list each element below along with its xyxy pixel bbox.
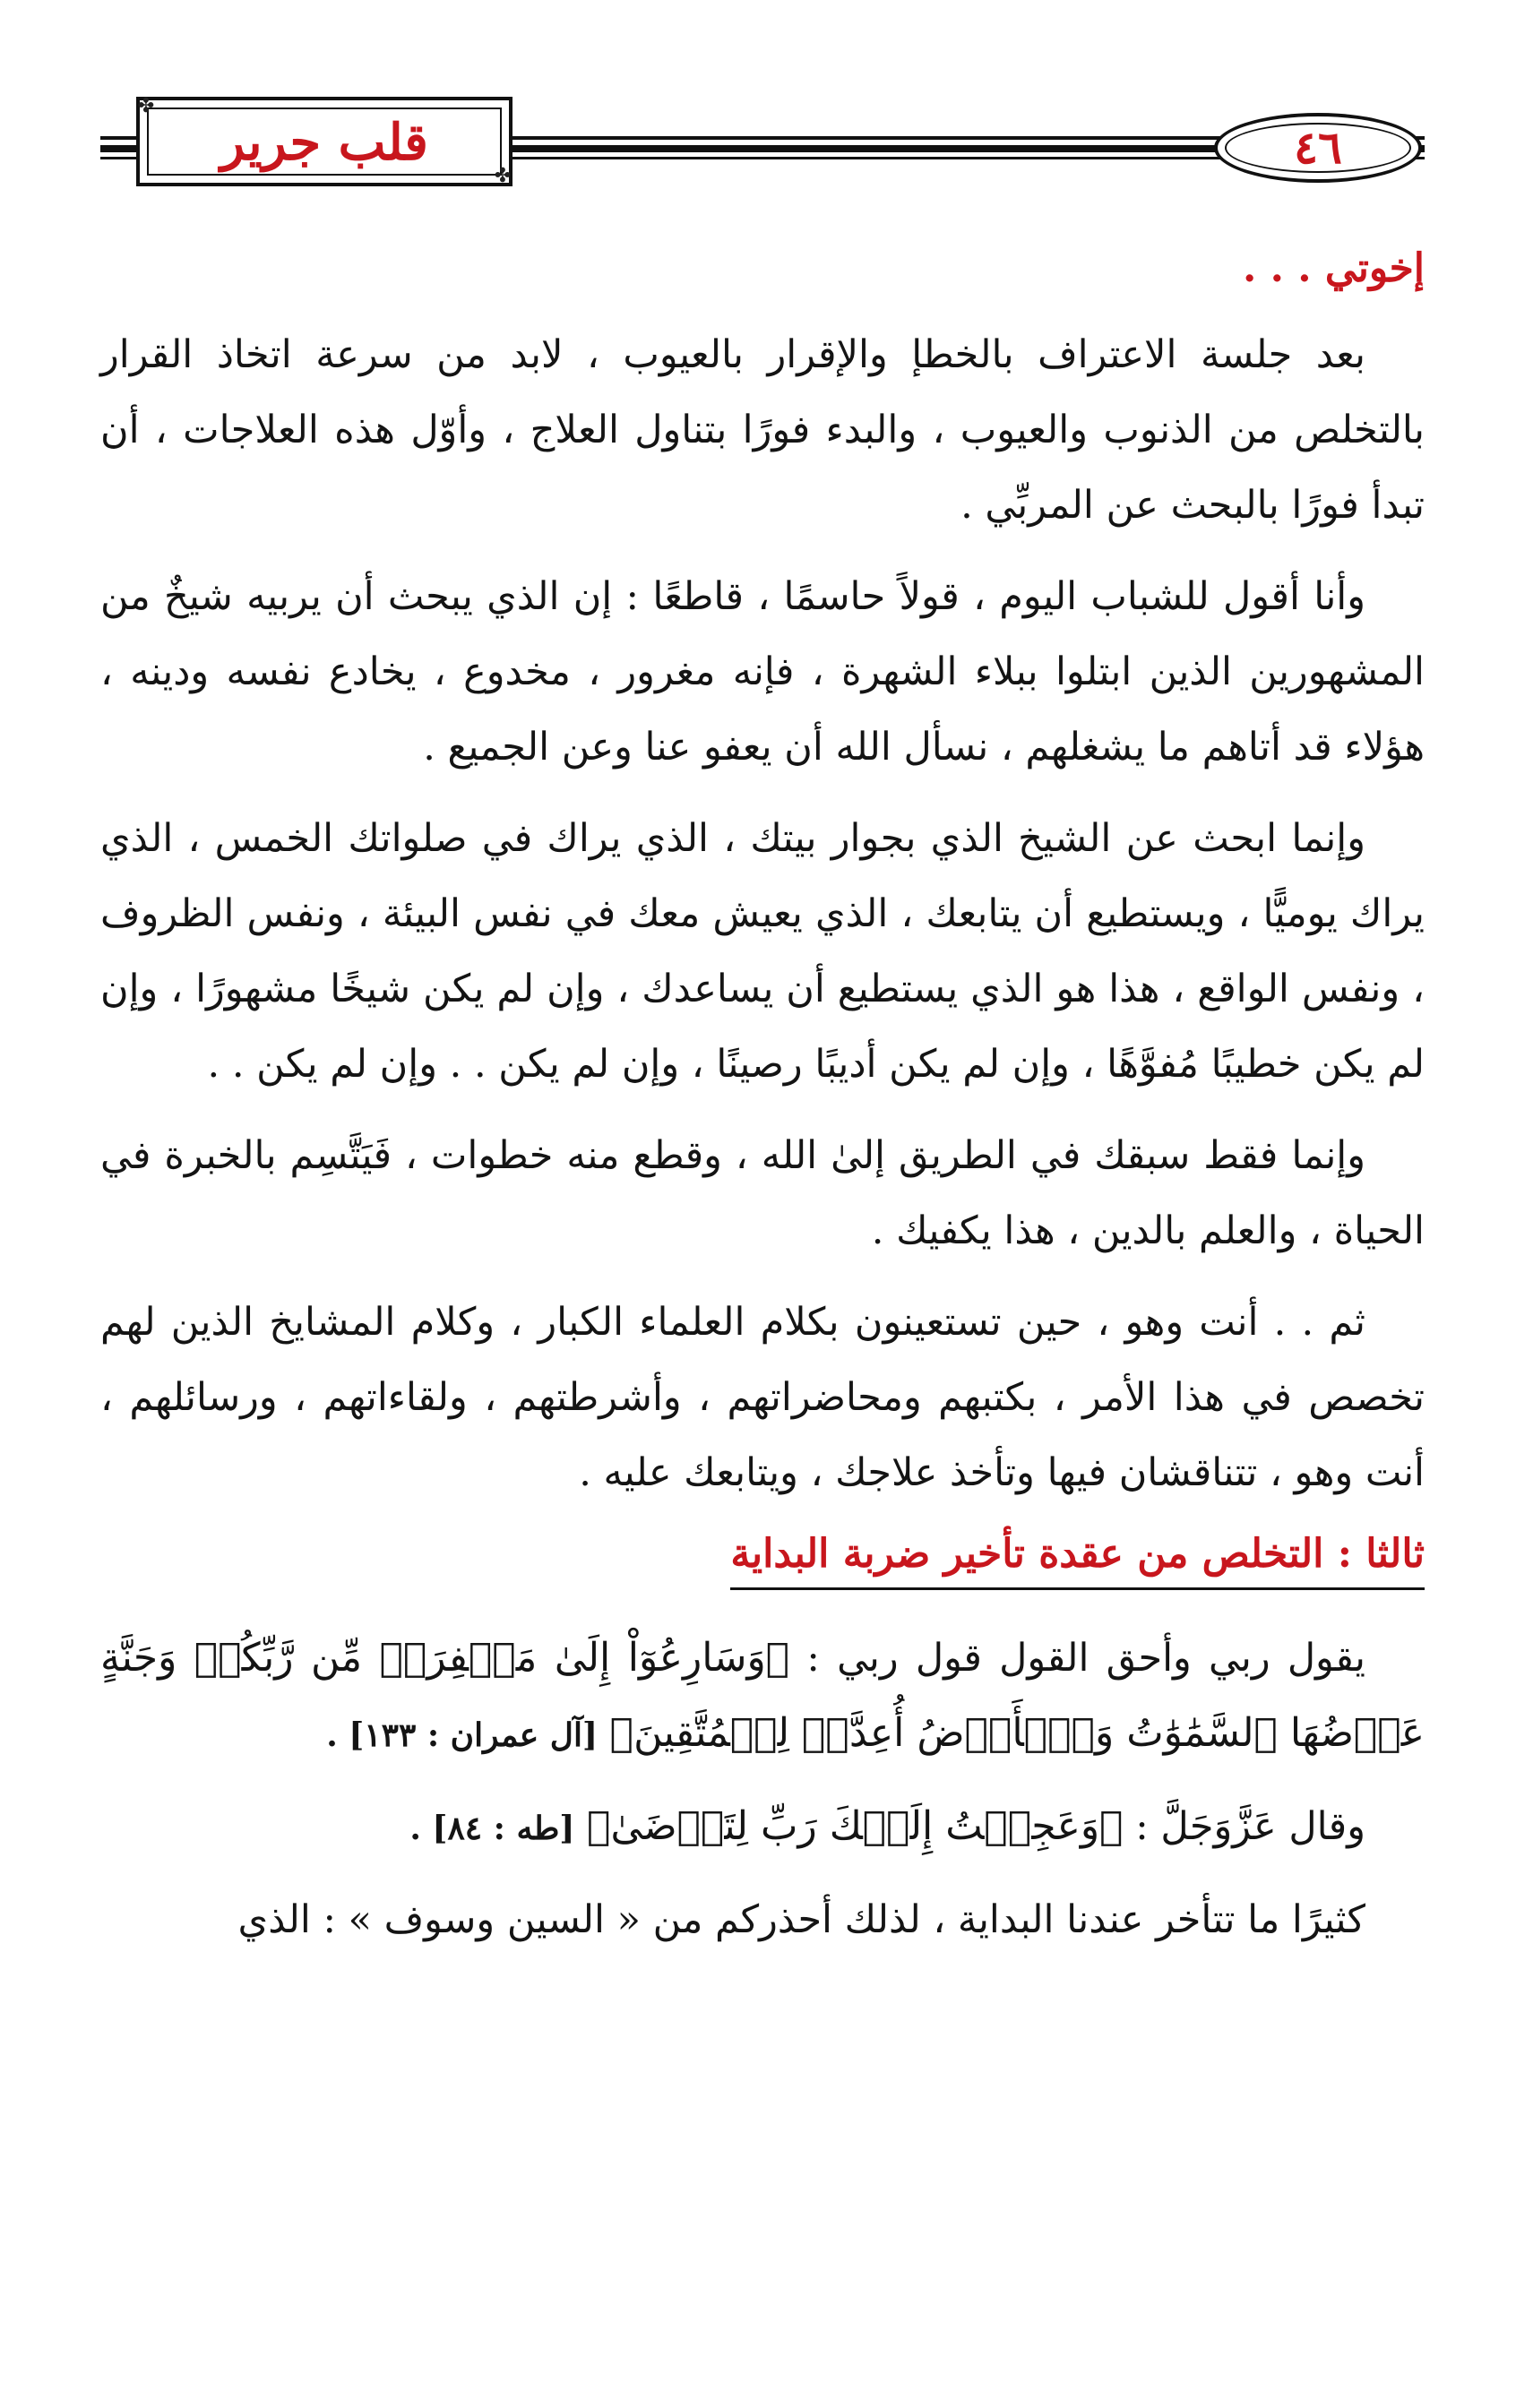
quote-intro: وقال عَزَّوَجَلَّ : [1135, 1804, 1365, 1849]
section-heading-wrap [100, 1526, 1425, 1590]
quran-verse: ﴿وَعَجِلۡتُ إِلَيۡكَ رَبِّ لِتَرۡضَىٰ﴾ [587, 1803, 1124, 1849]
verse-reference: [آل عمران : ١٣٣] . [326, 1716, 598, 1754]
page-number: ٤٦ [1294, 121, 1342, 174]
paragraph: كثيرًا ما تتأخر عندنا البداية ، لذلك أحذركم من « السين وسوف » : الذي [237, 1897, 1365, 1942]
ornament-icon: ✤ [137, 95, 155, 117]
subheading: إخوتي . . . [1243, 245, 1425, 291]
page-number-oval [1214, 113, 1422, 183]
ornament-icon: ✤ [494, 165, 512, 187]
paragraph: وإنما ابحث عن الشيخ الذي بجوار بيتك ، الذي يراك في صلواتك الخمس ، الذي يراك يوميًّا ، ويستطيع أن يتابعك ، الذي يعيش معك في نفس البيئة ، ونفس الظروف ، ونفس الواقع ، هذا هو الذي يستطيع أن يساعدك ، وإن لم يكن شيخًا مشهورًا ، وإن لم يكن خطيبًا مُفوَّهًا ، وإن لم يكن أديبًا رصينًا ، وإن لم يكن . . وإن لم يكن . . [100, 816, 1425, 1087]
paragraph: وإنما فقط سبقك في الطريق إلىٰ الله ، وقطع منه خطوات ، فَيَتَّسِم بالخبرة في الحياة ، والعلم بالدين ، هذا يكفيك . [100, 1133, 1425, 1253]
quran-quote [100, 1789, 1425, 1866]
quran-verse: ﴿وَسَارِعُوٓاْ إِلَىٰ مَغۡفِرَةٖ مِّن رَّبِّكُمۡ وَجَنَّةٍ عَرۡضُهَا ٱلسَّمَٰوَٰتُ وَٱلۡأَرۡضُ أُعِدَّتۡ لِلۡمُتَّقِينَ﴾ [100, 1635, 1425, 1756]
book-title-frame [136, 97, 513, 186]
quote-intro: يقول ربي وأحق القول قول ربي : [806, 1636, 1365, 1681]
page-header [0, 0, 1516, 215]
section-heading: ثالثا : التخلص من عقدة تأخير ضربة البداية [730, 1526, 1425, 1590]
quran-quote [100, 1621, 1425, 1773]
page-body [100, 242, 1425, 1974]
paragraph: ثم . . أنت وهو ، حين تستعينون بكلام العلماء الكبار ، وكلام المشايخ الذين لهم تخصص في هذا الأمر ، بكتبهم ومحاضراتهم ، وأشرطتهم ، ولقاءاتهم ، ورسائلهم ، أنت وهو ، تتناقشان فيها وتأخذ علاجك ، ويتابعك عليه . [100, 1300, 1425, 1495]
book-title: قلب جرير [220, 113, 428, 172]
paragraph: وأنا أقول للشباب اليوم ، قولاً حاسمًا ، قاطعًا : إن الذي يبحث أن يربيه شيخٌ من المشهورين الذين ابتلوا ببلاء الشهرة ، فإنه مغرور ، مخدوع ، يخادع نفسه ودينه ، هؤلاء قد أتاهم ما يشغلهم ، نسأل الله أن يعفو عنا وعن الجميع . [100, 574, 1425, 770]
verse-reference: [طه : ٨٤] . [409, 1810, 575, 1847]
paragraph: بعد جلسة الاعتراف بالخطإ والإقرار بالعيوب ، لابد من سرعة اتخاذ القرار بالتخلص من الذنوب والعيوب ، والبدء فورًا بتناول العلاج ، وأوّل هذه العلاجات ، أن تبدأ فورًا بالبحث عن المربِّي . [100, 332, 1425, 528]
